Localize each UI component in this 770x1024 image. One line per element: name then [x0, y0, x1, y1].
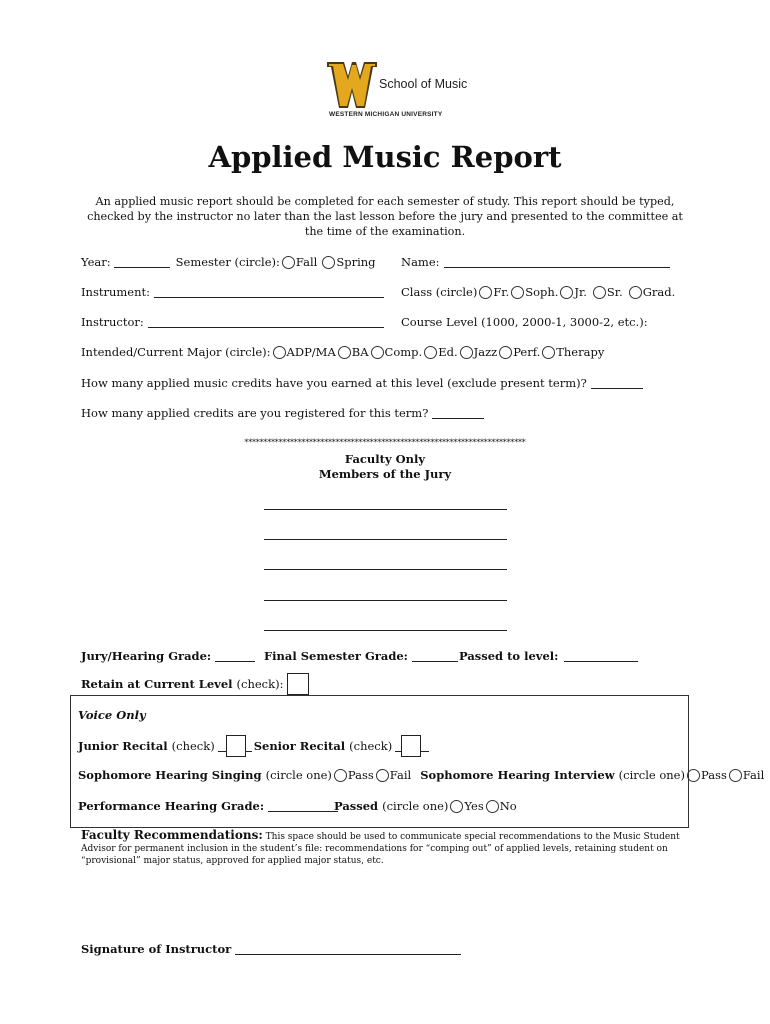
faculty-recommendations-text: This space should be used to communicate special recommendations to the Music Student Advisor for permanent inclusion in the student’s file: recommendations for “comping out” of applied levels, retaining student on “provisional” major status, approved for applied major status, etc.: [81, 832, 680, 866]
signature-field[interactable]: [235, 943, 461, 955]
adp-ma-radio[interactable]: [273, 346, 286, 359]
jazz-radio[interactable]: [460, 346, 473, 359]
class-label: Class (circle): [401, 285, 478, 299]
passed-row: [334, 799, 517, 813]
credits-registered-field[interactable]: [432, 407, 484, 419]
final-grade-row: [264, 649, 458, 663]
sr-radio[interactable]: [593, 286, 606, 299]
university-name: WESTERN MICHIGAN UNIVERSITY: [329, 111, 443, 118]
jury-member-line-5[interactable]: [264, 630, 507, 631]
passed-level-row: [459, 649, 638, 663]
faculty-heading: Faculty Only: [344, 452, 426, 466]
soph-interview-fail-label: Fail: [742, 768, 765, 782]
signature-label: Signature of Instructor: [81, 942, 232, 956]
retain-checkbox[interactable]: [287, 673, 309, 695]
fr-label: Fr.: [493, 285, 510, 299]
passed-no-label: No: [499, 799, 517, 813]
perf-label: Perf.: [513, 345, 541, 359]
comp-radio[interactable]: [371, 346, 384, 359]
passed-level-field[interactable]: [564, 650, 638, 662]
spring-label: Spring: [336, 255, 376, 269]
jr-radio[interactable]: [560, 286, 573, 299]
jury-member-line-1[interactable]: [264, 509, 507, 510]
school-name: School of Music: [379, 77, 468, 91]
therapy-label: Therapy: [556, 345, 605, 359]
adp-ma-label: ADP/MA: [286, 345, 336, 359]
jr-label: Jr.: [574, 285, 587, 299]
name-label: Name:: [401, 255, 440, 269]
faculty-recommendations: [81, 829, 691, 867]
performance-grade-field[interactable]: [268, 800, 338, 812]
credits-earned-row: [81, 376, 643, 390]
major-label: Intended/Current Major (circle):: [81, 345, 271, 359]
retain-row: [81, 673, 309, 695]
ed-radio[interactable]: [424, 346, 437, 359]
soph-interview-pass-label: Pass: [700, 768, 727, 782]
soph-interview-label: Sophomore Hearing Interview: [420, 768, 615, 782]
jazz-label: Jazz: [473, 345, 498, 359]
course-level-row: [401, 315, 648, 329]
jury-members-heading: Members of the Jury: [318, 467, 452, 481]
soph-interview-fail-radio[interactable]: [729, 769, 742, 782]
senior-check-label: (check): [349, 739, 393, 753]
senior-blank-after: [421, 740, 429, 752]
passed-yes-label: Yes: [464, 799, 484, 813]
faculty-recommendations-label: Faculty Recommendations:: [81, 828, 263, 842]
spring-radio[interactable]: [322, 256, 335, 269]
course-level-label: Course Level (1000, 2000-1, 3000-2, etc.):: [401, 315, 648, 329]
semester-label: Semester (circle):: [175, 255, 280, 269]
grad-label: Grad.: [642, 285, 676, 299]
ba-radio[interactable]: [338, 346, 351, 359]
performance-row: [78, 799, 338, 813]
ba-label: BA: [351, 345, 369, 359]
ed-label: Ed.: [438, 345, 458, 359]
year-field[interactable]: [114, 256, 170, 268]
sophomore-row: [78, 768, 764, 782]
year-label: Year:: [81, 255, 111, 269]
instrument-row: [81, 285, 384, 299]
jury-member-line-2[interactable]: [264, 539, 507, 540]
passed-level-label: Passed to level:: [459, 649, 559, 663]
junior-blank: [218, 740, 226, 752]
passed-yes-radio[interactable]: [450, 800, 463, 813]
comp-label: Comp.: [384, 345, 423, 359]
soph-singing-fail-radio[interactable]: [376, 769, 389, 782]
major-row: [81, 345, 604, 359]
passed-no-radio[interactable]: [486, 800, 499, 813]
soph-interview-pass-radio[interactable]: [687, 769, 700, 782]
grad-radio[interactable]: [629, 286, 642, 299]
passed-circle-label: (circle one): [382, 799, 449, 813]
recital-row: [78, 735, 429, 757]
intro-text: An applied music report should be completed for each semester of study. This report should be typed, checked by the instructor no later than the last lesson before the jury and presented to the committee at the time of the examination.: [87, 195, 683, 238]
therapy-radio[interactable]: [542, 346, 555, 359]
class-row: [401, 285, 675, 299]
senior-recital-checkbox[interactable]: [401, 735, 421, 757]
soph-singing-pass-radio[interactable]: [334, 769, 347, 782]
instrument-label: Instrument:: [81, 285, 150, 299]
fr-radio[interactable]: [479, 286, 492, 299]
retain-label: Retain at Current Level: [81, 677, 233, 691]
jury-grade-label: Jury/Hearing Grade:: [81, 649, 212, 663]
voice-only-heading: Voice Only: [78, 708, 146, 722]
final-grade-field[interactable]: [412, 650, 458, 662]
retain-check-label: (check):: [236, 677, 284, 691]
instructor-row: [81, 315, 384, 329]
credits-earned-label: How many applied music credits have you earned at this level (exclude present term)?: [81, 376, 587, 390]
jury-member-line-3[interactable]: [264, 569, 507, 570]
instrument-field[interactable]: [154, 286, 384, 298]
credits-registered-row: [81, 406, 484, 420]
soph-interview-circle-label: (circle one): [618, 768, 685, 782]
separator: **************************************************************************: [244, 438, 526, 447]
jury-grade-row: [81, 649, 255, 663]
soph-singing-pass-label: Pass: [347, 768, 374, 782]
name-row: [401, 255, 670, 269]
soph-label: Soph.: [525, 285, 559, 299]
junior-recital-checkbox[interactable]: [226, 735, 246, 757]
w-logo-icon: [327, 62, 377, 108]
soph-singing-fail-label: Fail: [389, 768, 412, 782]
passed-label: Passed: [334, 799, 379, 813]
page-title: Applied Music Report: [208, 140, 562, 174]
wmu-logo: [327, 62, 477, 122]
credits-earned-field[interactable]: [591, 377, 643, 389]
fall-label: Fall: [295, 255, 318, 269]
jury-member-line-4[interactable]: [264, 600, 507, 601]
soph-radio[interactable]: [511, 286, 524, 299]
junior-blank-after: [246, 740, 252, 752]
fall-radio[interactable]: [282, 256, 295, 269]
instructor-field[interactable]: [148, 316, 384, 328]
year-semester-row: [81, 255, 376, 269]
senior-recital-label: Senior Recital: [253, 739, 346, 753]
junior-check-label: (check): [171, 739, 215, 753]
instructor-label: Instructor:: [81, 315, 144, 329]
soph-singing-circle-label: (circle one): [265, 768, 332, 782]
soph-singing-label: Sophomore Hearing Singing: [78, 768, 262, 782]
jury-grade-field[interactable]: [215, 650, 255, 662]
perf-radio[interactable]: [499, 346, 512, 359]
final-grade-label: Final Semester Grade:: [264, 649, 408, 663]
name-field[interactable]: [444, 256, 670, 268]
junior-recital-label: Junior Recital: [78, 739, 168, 753]
credits-registered-label: How many applied credits are you registered for this term?: [81, 406, 429, 420]
sr-label: Sr.: [606, 285, 623, 299]
signature-row: [81, 942, 461, 956]
performance-grade-label: Performance Hearing Grade:: [78, 799, 265, 813]
